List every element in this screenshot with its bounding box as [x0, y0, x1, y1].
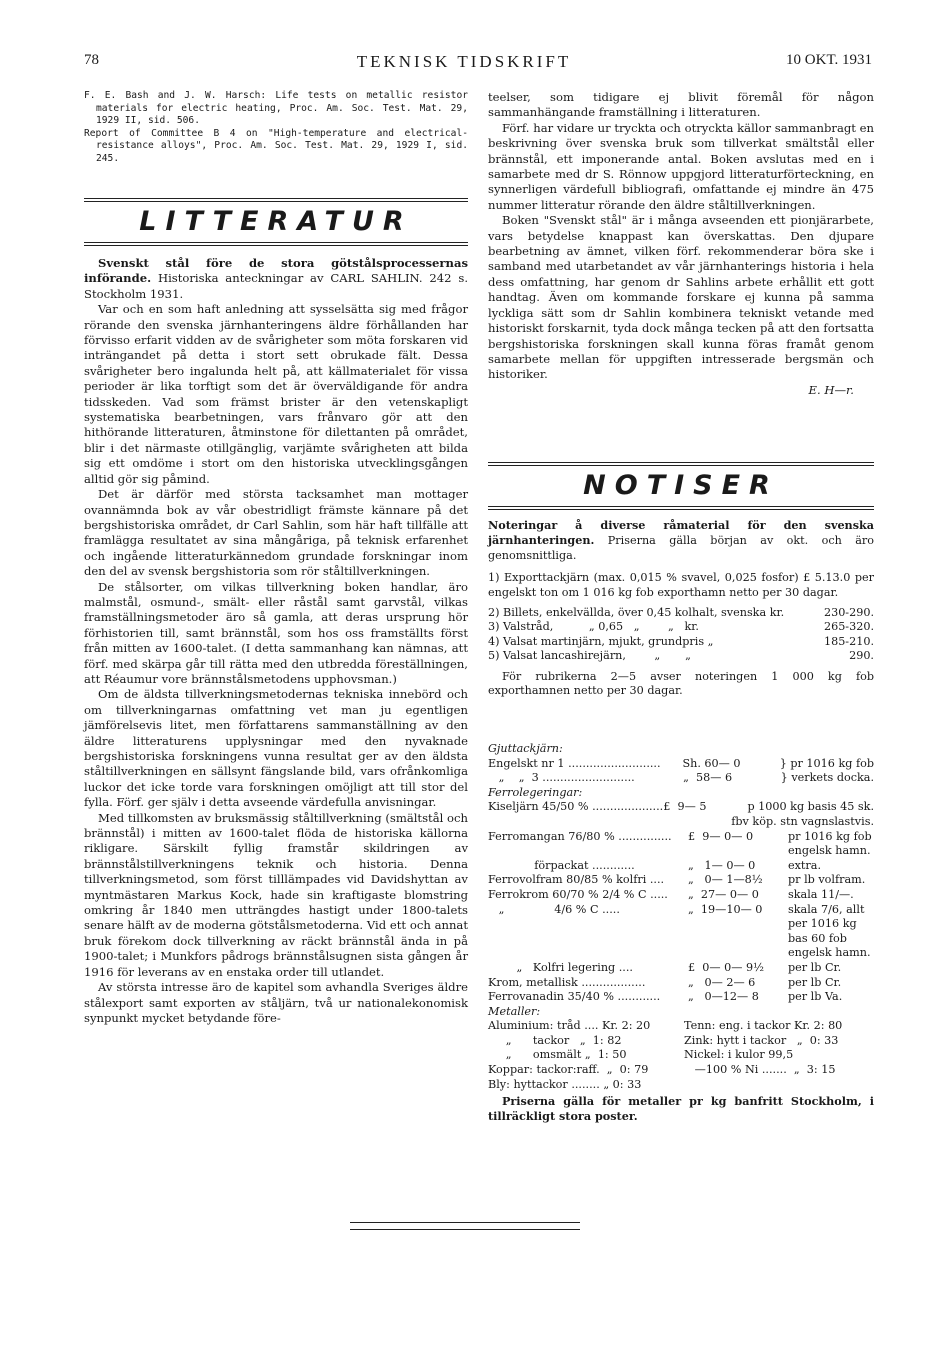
table-row: „ Kolfri legering .... £ 0— 0— 9½ per lb Cr. [488, 960, 842, 974]
table-row: „ tackor „ 1: 82 Zink: hytt i tackor „ 0: 33 [488, 1033, 839, 1047]
review-paragraph: Förf. har vidare ur tryckta och otryckta källor sammanbragt en beskrivning över svenska bruk som tillverkat smältstål eller brännstål, ett imponerande antal. Boken avslutas med en i samarbete med dr S. Rönnow uppgjord litteraturförteckning, en synnerligen värdefull bibliografi, omfattande ej mindre än 475 nummer litteratur rörande den äldre ståltillverkningen. [488, 120, 874, 212]
review-paragraph: Det är därför med största tacksamhet man mottager ovannämnda bok av vår obestridligt främste kännare på det bergshistoriska området, dr Carl Sahlin, som här haft tillfälle att framlägga resultatet av sina mångåriga, på teknisk erfarenhet och ingående litteraturkännedom grundade forskningar inom den del av svensk bergshistoria som rör ståltillverkningen. [84, 487, 468, 579]
closing-note: Priserna gälla för metaller pr kg banfritt Stockholm, i tillräckligt stora poster. [488, 1094, 874, 1123]
table-row: „ „ 3 .......................... „ 58— 6 } verkets docka. [488, 771, 874, 785]
notice-block [488, 518, 874, 698]
section-title-litteratur: LITTERATUR [139, 206, 413, 237]
table-row: „ omsmält „ 1: 50 Nickel: i kulor 99,5 [488, 1048, 794, 1062]
table-row: förpackat ............ „ 1— 0— 0 extra. [488, 858, 821, 872]
review-paragraph: De stålsorter, om vilkas tillverkning boken handlar, äro malmstål, osmund-, smält- eller råstål samt garvstål, vilkas framställningsmetoder äro så gamla, att deras ursprung hör förhistorien till, samt brännstål, som hos oss framställts först från mitten av 1600-talet. (I detta sammanhang kan nämnas, att förf. med skärpa går till rätta med den utbredda föreställningen, att Réaumur vore brännstålsmetodens upphovsman.) [84, 579, 468, 686]
table-row: Engelskt nr 1 .......................... Sh. 60— 0 } pr 1016 kg fob [488, 756, 874, 770]
metal-table [488, 1019, 874, 1092]
review-signature: E. H—r. [808, 382, 854, 397]
notice-item: 2) Billets, enkelvällda, över 0,45 kolhalt, svenska kr. 230-290. [488, 606, 874, 620]
notice-item: 4) Valsat martinjärn, mjukt, grundpris „ 185-210. [488, 634, 874, 648]
table-row: Aluminium: tråd .... Kr. 2: 20 Tenn: eng. i tackor Kr. 2: 80 [488, 1019, 843, 1033]
notiser-banner [488, 462, 874, 512]
table-row: engelsk hamn. [788, 844, 871, 858]
gjuttackjarn-heading: Gjuttackjärn: [488, 742, 563, 755]
reference-1: F. E. Bash and J. W. Harsch: Life tests on metallic resistor materials for electric heating, Proc. Am. Soc. Test. Mat. 29, 1929 II, sid. 506. [84, 90, 468, 127]
price-tables [488, 742, 874, 1123]
review-paragraph: Boken "Svenskt stål" är i många avseenden ett pionjärarbete, vars betydelse knappast kan överskattas. Den djupare bearbetning av ämnet, vilken förf. rekommenderar böra ske i samband med utarbetandet av vår järnhanterings historia i hela dess omfattning, har genom dr Sahlins arbete erhållit ett gott handtag. Även om kommande forskare ej kunna på samma lyckliga sätt som dr Sahlin kombinera tekniskt vetande med historiskt forskarnit, tyda dock många tecken på att den fortsatta bergshistoriska forskningen skall kunna föras framåt genom samarbete mellan för uppgiften intresserade bergsmän och historiker. [488, 213, 874, 382]
review-article [84, 256, 468, 1026]
review-paragraph: Med tillkomsten av bruksmässig ståltillverkning (smältstål och brännstål) i mitten av 1600-talet flöda de historiska källorna rikligare. Särskilt fyllig framstår skildringen av brännstålstillverkningens teknik och historia. Denna tillverkningsmetod, som först tilllämpades vid Davidshyttan av myntmästaren Markus Kock, hade sin kraftigaste blomstring omkring år 1840 men utträngdes hastigt under 1800-talets senare hälft av de moderna götstålsmetoderna. Vid ett och annat bruk förekom dock tillverkning av räckt brännstål ända in på 1900-talet; i Munkfors pådrogs brännstålsugnen sista gången år 1916 för leverans av en enstaka order till utlandet. [84, 810, 468, 979]
table-row: „ 4/6 % C ..... „ 19—10— 0 skala 7/6, allt [488, 902, 865, 916]
table-row: Ferrokrom 60/70 % 2/4 % C ..... „ 27— 0— 0 skala 11/—. [488, 887, 854, 901]
litteratur-banner [84, 198, 468, 248]
notice-title: Noteringar å diverse råmaterial för den svenska järnhanteringen. [488, 518, 874, 548]
table-row: bas 60 fob [788, 931, 847, 945]
notice-item-1: 1) Exporttackjärn (max. 0,015 % svavel, 0,025 fosfor) £ 5.13.0 per engelskt ton om 1 016 kg fob exporthamn netto per 30 dagar. [488, 571, 874, 599]
notice-item: 3) Valstråd, „ 0,65 „ „ kr. 265-320. [488, 620, 874, 634]
ferrolegeringar-heading: Ferrolegeringar: [488, 785, 583, 799]
table-row: Krom, metallisk .................. „ 0— 2— 6 per lb Cr. [488, 975, 842, 989]
issue-date: 10 OKT. 1931 [786, 52, 872, 68]
review-paragraph: teelser, som tidigare ej blivit föremål för någon sammanhängande framställning i litteraturen. [488, 90, 874, 120]
page-end-rule [350, 1222, 580, 1230]
table-row: engelsk hamn. [788, 946, 871, 960]
review-continuation [488, 90, 874, 398]
section-title-notiser: NOTISER [583, 470, 779, 501]
table-row: Koppar: tackor:raff. „ 0: 79 —100 % Ni ....... „ 3: 15 [488, 1063, 836, 1077]
table-row: per 1016 kg [788, 917, 857, 931]
table-row: Ferrovanadin 35/40 % ............ „ 0—12— 8 per lb Va. [488, 990, 843, 1004]
table-row: Ferromangan 76/80 % ............... £ 9— 0— 0 pr 1016 kg fob [488, 829, 872, 843]
table-row: Ferrovolfram 80/85 % kolfri .... „ 0— 1—8½ pr lb volfram. [488, 873, 866, 887]
journal-title: TEKNISK TIDSKRIFT [356, 52, 572, 71]
notice-note: För rubrikerna 2—5 avser noteringen 1 000 kg fob exporthamnen netto per 30 dagar. [488, 669, 874, 698]
page-number: 78 [84, 52, 99, 68]
references [84, 90, 468, 166]
notice-intro: Priserna gälla början av okt. och äro genomsnittliga. [488, 534, 874, 562]
review-paragraph: Om de äldsta tillverkningsmetodernas tekniska innebörd och om tillverkningarnas omfattning vet man ju egentligen jämförelsevis litet, men författarens sammanställning av den äldre litteraturens upplysningar med den nyvaknade bergshistoriska forskningens vunna resultat ger av den äldsta ståltillverkningen en sällsynt fängslande bild, vars ofrånkomliga luckor det icke torde vara forskningen omöjligt att till stor del fylla. Förf. ger själv i detta avseende värdefulla anvisningar. [84, 687, 468, 810]
reference-2: Report of Committee B 4 on "High-temperature and electrical-resistance alloys", Proc. Am. Soc. Test. Mat. 29, 1929 I, sid. 245. [84, 127, 468, 164]
review-meta: Historiska anteckningar av CARL SAHLIN. 242 s. Stockholm 1931. [84, 271, 469, 301]
notice-item: 5) Valsat lancashirejärn, „ „ 290. [488, 649, 874, 663]
review-paragraph: Var och en som haft anledning att sysselsätta sig med frågor rörande den svenska järnhanteringens äldre förhållanden har förvisso erfarit vidden av de svårigheter som möta forskaren vid inträngandet på detta i stort sett obrukade fält. Dessa svårigheter bero ingalunda helt på, att källmaterialet för vissa perioder är lika torftigt som det är överväldigande för andra tidsskeden. Vad som främst brister är den vetenskapligt systematiska bearbetningen, vars frånvaro gör att den hithörande litteraturen, åtminstone för dilettanten på området, blir i det närmaste otillgänglig, varjämte svårigheten att bilda sig ett omdöme i stort om den historiska utvecklingsgången alltid gör sig påmind. [84, 302, 468, 486]
table-row: Bly: hyttackor ........ „ 0: 33 [488, 1077, 642, 1091]
metaller-heading: Metaller: [488, 1004, 541, 1018]
review-title: Svenskt stål före de stora götstålsprocessernas införande. [84, 256, 468, 286]
table-row: Kiseljärn 45/50 % .................... £ 9— 5 p 1000 kg basis 45 sk. [488, 800, 874, 814]
table-row: fbv köp. stn vagnslastvis. [731, 814, 874, 828]
review-paragraph: Av största intresse äro de kapitel som avhandla Sveriges äldre stålexport samt exporten av ståljärn, två ur nationalekonomisk synpunkt mycket betydande före- [84, 980, 468, 1025]
